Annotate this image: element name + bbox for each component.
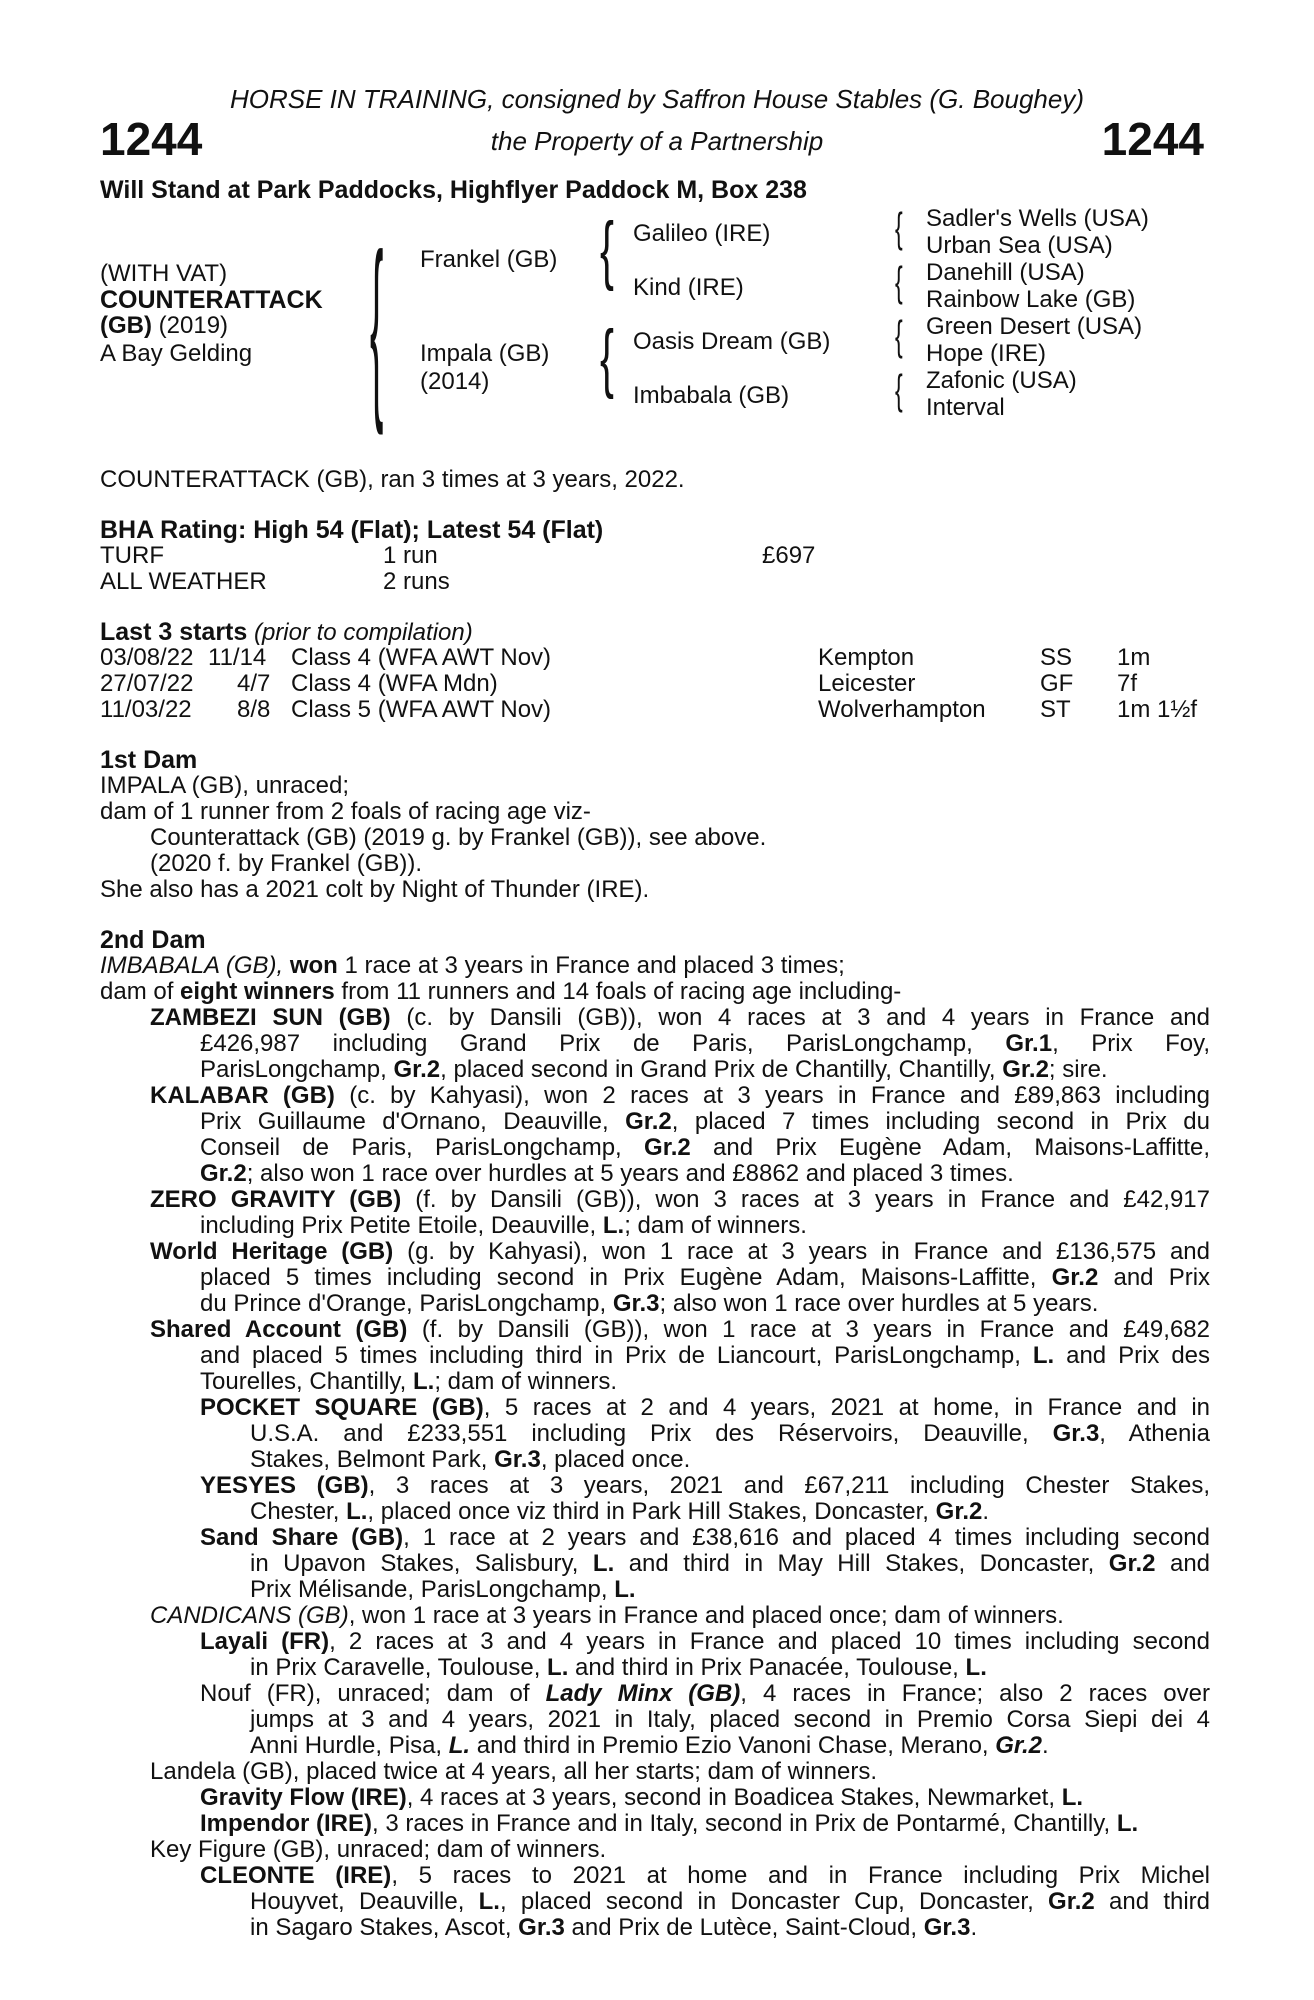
first-dam-line: (2020 f. by Frankel (GB)). [150, 850, 423, 877]
produce-keyfigure: Key Figure (GB), unraced; dam of winners. [150, 1836, 607, 1863]
first-dam-line: Counterattack (GB) (2019 g. by Frankel (GB)), see above. [150, 824, 767, 851]
produce-kalabar-l2: Prix Guillaume d'Ornano, Deauville, Gr.2, placed 7 times including second in Prix du [200, 1108, 1210, 1135]
second-dam-produce: dam of eight winners from 11 runners and 14 foals of racing age including- [100, 978, 902, 1005]
produce-nouf-l1: Nouf (FR), unraced; dam of Lady Minx (GB), 4 races in France; also 2 races over [200, 1680, 1210, 1707]
brace-sire: { [600, 207, 614, 292]
rating-aw-runs: 2 runs [383, 568, 450, 595]
produce-nouf-l3: Anni Hurdle, Pisa, L. and third in Premio Ezio Vanoni Chase, Merano, Gr.2. [250, 1732, 1049, 1759]
produce-kalabar-l1: KALABAR (GB) (c. by Kahyasi), won 2 races at 3 years in France and £89,863 including [150, 1082, 1210, 1109]
produce-pocket-l2: U.S.A. and £233,551 including Prix des Réservoirs, Deauville, Gr.3, Athenia [250, 1420, 1210, 1447]
pedigree-dd: Imbabala (GB) [633, 382, 790, 409]
produce-gravity: Gravity Flow (IRE), 4 races at 3 years, second in Boadicea Stakes, Newmarket, L. [200, 1784, 1084, 1811]
brace-dd: { [895, 366, 903, 413]
bha-rating: BHA Rating: High 54 (Flat); Latest 54 (Flat) [100, 516, 604, 544]
produce-shared-l1: Shared Account (GB) (f. by Dansili (GB)), won 1 race at 3 years in France and £49,682 [150, 1316, 1210, 1343]
produce-shared-l2: and placed 5 times including third in Prix de Liancourt, ParisLongchamp, L. and Prix des [200, 1342, 1211, 1369]
produce-cleonte-l2: Houyvet, Deauville, L., placed second in Doncaster Cup, Doncaster, Gr.2 and third [250, 1888, 1211, 1915]
produce-world-l3: du Prince d'Orange, ParisLongchamp, Gr.3; also won 1 race over hurdles at 5 years. [200, 1290, 1099, 1317]
pedigree-dam: Impala (GB) [420, 340, 550, 367]
race-summary: COUNTERATTACK (GB), ran 3 times at 3 years, 2022. [100, 466, 685, 493]
produce-world-l2: placed 5 times including second in Prix Eugène Adam, Maisons-Laffitte, Gr.2 and Prix [200, 1264, 1211, 1291]
brace-ss: { [895, 204, 903, 251]
pedigree-dds: Zafonic (USA) [926, 367, 1077, 394]
produce-shared-l3: Tourelles, Chantilly, L.; dam of winners. [200, 1368, 618, 1395]
produce-sand-l2: in Upavon Stakes, Salisbury, L. and third in May Hill Stakes, Doncaster, Gr.2 and [250, 1550, 1211, 1577]
brace-sd: { [895, 258, 903, 305]
first-dam-line: dam of 1 runner from 2 foals of racing age viz- [100, 798, 591, 825]
horse-name: COUNTERATTACK [100, 286, 323, 314]
pedigree-sdd: Rainbow Lake (GB) [926, 286, 1136, 313]
vat-note: (WITH VAT) [100, 260, 228, 287]
pedigree-dss: Green Desert (USA) [926, 313, 1143, 340]
brace-ds: { [895, 312, 903, 359]
pedigree-brace-main: { [370, 213, 384, 436]
produce-pocket-l1: POCKET SQUARE (GB), 5 races at 2 and 4 years, 2021 at home, in France and in [200, 1394, 1210, 1421]
lot-number-left: 1244 [100, 113, 203, 165]
produce-zambezi-l2: £426,987 including Grand Prix de Paris, ParisLongchamp, Gr.1, Prix Foy, [200, 1030, 1211, 1057]
pedigree-sd: Kind (IRE) [633, 274, 744, 301]
pedigree-sds: Danehill (USA) [926, 259, 1085, 286]
second-dam-intro: IMBABALA (GB), won 1 race at 3 years in France and placed 3 times; [100, 952, 845, 979]
produce-sand-l3: Prix Mélisande, ParisLongchamp, L. [250, 1576, 636, 1603]
produce-kalabar-l4: Gr.2; also won 1 race over hurdles at 5 years and £8862 and placed 3 times. [200, 1160, 1014, 1187]
produce-cleonte-l3: in Sagaro Stakes, Ascot, Gr.3 and Prix de Lutèce, Saint-Cloud, Gr.3. [250, 1914, 978, 1941]
lot-number-right: 1244 [1101, 113, 1204, 165]
produce-pocket-l3: Stakes, Belmont Park, Gr.3, placed once. [250, 1446, 691, 1473]
pedigree-dsd: Hope (IRE) [926, 340, 1047, 367]
produce-yesyes-l2: Chester, L., placed once viz third in Park Hill Stakes, Doncaster, Gr.2. [250, 1498, 990, 1525]
pedigree-sss: Sadler's Wells (USA) [926, 205, 1149, 232]
second-dam-heading: 2nd Dam [100, 926, 206, 954]
produce-sand-l1: Sand Share (GB), 1 race at 2 years and £38,616 and placed 4 times including second [200, 1524, 1211, 1551]
produce-layali-l1: Layali (FR), 2 races at 3 and 4 years in France and placed 10 times including second [200, 1628, 1211, 1655]
rating-turf-label: TURF [100, 542, 164, 569]
header-property: the Property of a Partnership [490, 126, 824, 156]
horse-year: (2019) [158, 312, 229, 339]
pedigree-ds: Oasis Dream (GB) [633, 328, 831, 355]
produce-nouf-l2: jumps at 3 and 4 years, 2021 in Italy, placed second in Premio Corsa Siepi dei 4 [250, 1706, 1210, 1733]
pedigree-ssd: Urban Sea (USA) [926, 232, 1113, 259]
brace-dam: { [600, 315, 614, 400]
first-dam-line: She also has a 2021 colt by Night of Thunder (IRE). [100, 876, 650, 903]
pedigree-dam-year: (2014) [420, 368, 490, 395]
produce-cleonte-l1: CLEONTE (IRE), 5 races to 2021 at home and in France including Prix Michel [200, 1862, 1211, 1889]
produce-zambezi-l1: ZAMBEZI SUN (GB) (c. by Dansili (GB)), won 4 races at 3 and 4 years in France and [150, 1004, 1210, 1031]
first-dam-heading: 1st Dam [100, 746, 198, 774]
produce-landela: Landela (GB), placed twice at 4 years, all her starts; dam of winners. [150, 1758, 877, 1785]
first-dam-line: IMPALA (GB), unraced; [100, 772, 349, 799]
pedigree-ddd: Interval [926, 394, 1005, 421]
produce-impendor: Impendor (IRE), 3 races in France and in Italy, second in Prix de Pontarmé, Chantilly, L. [200, 1810, 1139, 1837]
pedigree-ss: Galileo (IRE) [633, 220, 771, 247]
rating-aw-label: ALL WEATHER [100, 568, 267, 595]
horse-origin [100, 312, 228, 340]
produce-zambezi-l3: ParisLongchamp, Gr.2, placed second in Grand Prix de Chantilly, Chantilly, Gr.2; sire. [200, 1056, 1108, 1083]
horse-country: (GB) [100, 312, 152, 339]
produce-zero-l2: including Prix Petite Etoile, Deauville, L.; dam of winners. [200, 1212, 807, 1239]
header-consignor: HORSE IN TRAINING, consigned by Saffron House Stables (G. Boughey) [229, 84, 1085, 114]
produce-layali-l2: in Prix Caravelle, Toulouse, L. and third in Prix Panacée, Toulouse, L. [250, 1654, 987, 1681]
stand-location: Will Stand at Park Paddocks, Highflyer Paddock M, Box 238 [100, 176, 807, 204]
rating-turf-runs: 1 run [383, 542, 438, 569]
rating-turf-prize: £697 [762, 542, 816, 569]
produce-yesyes-l1: YESYES (GB), 3 races at 3 years, 2021 and £67,211 including Chester Stakes, [200, 1472, 1211, 1499]
produce-kalabar-l3: Conseil de Paris, ParisLongchamp, Gr.2 and Prix Eugène Adam, Maisons-Laffitte, [200, 1134, 1210, 1161]
pedigree-sire: Frankel (GB) [420, 246, 558, 273]
produce-zero-l1: ZERO GRAVITY (GB) (f. by Dansili (GB)), won 3 races at 3 years in France and £42,917 [150, 1186, 1210, 1213]
horse-description: A Bay Gelding [100, 340, 253, 367]
produce-candicans: CANDICANS (GB), won 1 race at 3 years in France and placed once; dam of winners. [150, 1602, 1064, 1629]
produce-world-l1: World Heritage (GB) (g. by Kahyasi), won 1 race at 3 years in France and £136,575 and [150, 1238, 1210, 1265]
last-starts-heading: Last 3 starts (prior to compilation) [100, 618, 473, 646]
